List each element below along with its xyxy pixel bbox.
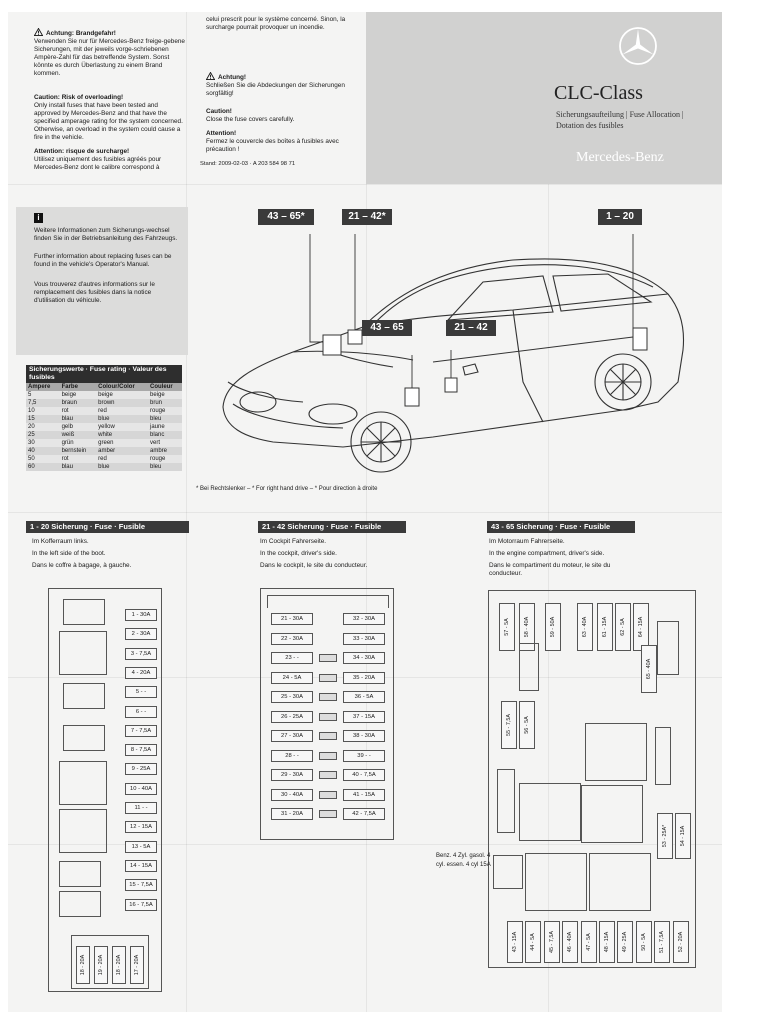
fuse-slot: 23 - - bbox=[271, 652, 313, 664]
warning-de-text: Verwenden Sie nur für Mercedes-Benz freige-gebene Sicherungen, mit der jeweils vorge-schriebenen Ampère-Zahl für das betreffende System. Sonst könnte es durch Überlastung zu einem Brand kommen. bbox=[34, 38, 185, 77]
rating-column-header: Farbe bbox=[60, 383, 97, 391]
fuse-label: 56 - 5A bbox=[524, 716, 530, 734]
rating-cell: brun bbox=[148, 399, 182, 407]
rating-cell: rouge bbox=[148, 455, 182, 463]
fuse-slot bbox=[544, 921, 560, 963]
tag-engine: 43 – 65 bbox=[362, 320, 412, 336]
rating-column-header: Couleur bbox=[148, 383, 182, 391]
fuse-slot: 41 - 15A bbox=[343, 789, 385, 801]
relay-slot bbox=[525, 853, 587, 911]
fuse-slot: 27 - 30A bbox=[271, 730, 313, 742]
rating-cell: rouge bbox=[148, 407, 182, 415]
car-illustration bbox=[213, 232, 698, 482]
fuse-slot bbox=[577, 603, 593, 651]
rating-cell: blue bbox=[96, 463, 148, 471]
rating-row bbox=[26, 407, 182, 415]
fuse-label: 55 - 7,5A bbox=[506, 714, 512, 736]
caution-de bbox=[206, 72, 354, 98]
fuse-slot bbox=[545, 603, 561, 651]
fuse-slot: 32 - 30A bbox=[343, 613, 385, 625]
fuse-label: 65 - 40A bbox=[646, 658, 652, 680]
warning-icon bbox=[34, 28, 43, 36]
fuse-slot bbox=[562, 921, 578, 963]
rating-cell: yellow bbox=[96, 423, 148, 431]
rhd-footnote: * Bei Rechtslenker – * For right hand drive – * Pour direction à droite bbox=[196, 486, 378, 492]
relay-slot bbox=[59, 631, 107, 675]
fuse-slot: 22 - 30A bbox=[271, 633, 313, 645]
fuse-label: 58 - 40A bbox=[524, 616, 530, 638]
fuse-slot bbox=[519, 701, 535, 749]
rating-row bbox=[26, 423, 182, 431]
section-title-boot: 1 - 20 Sicherung · Fuse · Fusible bbox=[26, 521, 189, 533]
fuse-slot: 2 - 30A bbox=[125, 628, 157, 640]
fuse-box-marker bbox=[445, 378, 457, 392]
fuse-connector bbox=[319, 732, 337, 740]
cockpit-location-de: Im Cockpit Fahrerseite. bbox=[260, 538, 327, 545]
warning-en-title: Caution: Risk of overloading! bbox=[34, 94, 124, 101]
warning-de-title: Achtung: Brandgefahr! bbox=[46, 30, 116, 37]
caution-en-title: Caution! bbox=[206, 108, 232, 115]
rating-cell: 20 bbox=[26, 423, 60, 431]
fuse-slot bbox=[581, 921, 597, 963]
info-en: Further information about replacing fuses can be found in the vehicle's Operator's Manual. bbox=[34, 253, 172, 268]
fuse-slot: 38 - 30A bbox=[343, 730, 385, 742]
fuse-slot: 15 - 7,5A bbox=[125, 879, 157, 891]
relay-slot bbox=[497, 769, 515, 833]
rating-cell: bleu bbox=[148, 415, 182, 423]
fuse-slot: 30 - 40A bbox=[271, 789, 313, 801]
fuse-label: 45 - 7,5A bbox=[548, 931, 555, 953]
rating-cell: blau bbox=[60, 463, 97, 471]
rating-cell: bleu bbox=[148, 463, 182, 471]
engine-fuse-note: Benz. 4 Zyl. gasol. 4 cyl. essen. 4 cyl 15A bbox=[436, 853, 491, 868]
fuse-label: 53 - 25A* bbox=[662, 824, 668, 848]
rating-cell: rot bbox=[60, 455, 97, 463]
section-title-cockpit: 21 - 42 Sicherung · Fuse · Fusible bbox=[258, 521, 406, 533]
warning-fr-text: Utilisez uniquement des fusibles agréés pour Mercedes-Benz dont le calibre correspond à bbox=[34, 156, 162, 171]
fuse-slot: 16 - 7,5A bbox=[125, 899, 157, 911]
boot-location-de: Im Kofferraum links. bbox=[32, 538, 89, 545]
fuse-box-marker bbox=[633, 328, 647, 350]
relay-slot bbox=[59, 761, 107, 805]
fuse-slot: 10 - 40A bbox=[125, 783, 157, 795]
boot-location-en: In the left side of the boot. bbox=[32, 550, 106, 557]
fuse-slot: 25 - 30A bbox=[271, 691, 313, 703]
fuse-connector bbox=[319, 771, 337, 779]
fuse-slot bbox=[633, 603, 649, 651]
rating-cell: vert bbox=[148, 439, 182, 447]
rating-cell: white bbox=[96, 431, 148, 439]
fuse-slot bbox=[636, 921, 652, 963]
fuse-label: 59 - 50A bbox=[550, 616, 556, 638]
boot-fuse-block bbox=[71, 935, 149, 989]
fuse-slot: 39 - - bbox=[343, 750, 385, 762]
rating-cell: blue bbox=[96, 415, 148, 423]
rating-cell: brown bbox=[96, 399, 148, 407]
cover-subtitle-1: Sicherungsaufteilung | Fuse Allocation | bbox=[556, 110, 684, 119]
fuse-connector bbox=[319, 810, 337, 818]
fuse-slot: 6 - - bbox=[125, 706, 157, 718]
rating-row bbox=[26, 455, 182, 463]
rating-cell: gelb bbox=[60, 423, 97, 431]
cockpit-box-top-rail bbox=[267, 595, 389, 608]
fuse-label: 62 - 5A bbox=[620, 618, 626, 636]
relay-slot bbox=[519, 783, 581, 841]
relay-slot bbox=[63, 683, 105, 709]
fuse-slot bbox=[112, 946, 126, 984]
fuse-connector bbox=[319, 693, 337, 701]
fuse-slot bbox=[657, 813, 673, 859]
fuse-slot bbox=[673, 921, 689, 963]
stand-code: Stand: 2009-02-03 · A 203 584 98 71 bbox=[200, 161, 296, 167]
info-de: Weitere Informationen zum Sicherungs-wechsel finden Sie in der Betriebsanleitung des Fahrzeugs. bbox=[34, 227, 178, 242]
rating-cell: 40 bbox=[26, 447, 60, 455]
fuse-slot: 36 - 5A bbox=[343, 691, 385, 703]
fuse-slot: 12 - 15A bbox=[125, 821, 157, 833]
warning-en-text: Only install fuses that have been tested and approved by Mercedes-Benz and that have the specified amperage rating for the system concerned. Otherwise, an overload in the system could cause a fire in the vehicle. bbox=[34, 102, 183, 141]
fuse-slot bbox=[599, 921, 615, 963]
cockpit-fuse-box bbox=[260, 588, 394, 840]
relay-slot bbox=[657, 621, 679, 675]
fuse-label: 51 - 7,5A bbox=[659, 931, 666, 953]
fuse-slot bbox=[675, 813, 691, 859]
fuse-label: 63 - 40A bbox=[582, 616, 588, 638]
rating-cell: beige bbox=[148, 391, 182, 399]
fuse-rating-table bbox=[26, 365, 182, 471]
caution-de-text: Schließen Sie die Abdeckungen der Sicherungen sorgfältig! bbox=[206, 82, 345, 97]
fuse-box-marker bbox=[405, 388, 419, 406]
fuse-slot: 9 - 25A bbox=[125, 763, 157, 775]
fuse-slot: 11 - - bbox=[125, 802, 157, 814]
mercedes-star-icon bbox=[618, 26, 658, 66]
fuse-connector bbox=[319, 752, 337, 760]
rating-cell: bernstein bbox=[60, 447, 97, 455]
caution-de-title: Achtung! bbox=[218, 74, 247, 81]
fuse-label: 47 - 5A bbox=[585, 933, 592, 951]
fold-crease bbox=[8, 184, 722, 185]
warning-fr-continued: celui prescrit pour le système concerné. Sinon, la surcharge pourrait provoquer un incendie. bbox=[206, 16, 346, 31]
rating-cell: weiß bbox=[60, 431, 97, 439]
fuse-slot: 34 - 30A bbox=[343, 652, 385, 664]
fuse-slot: 8 - 7,5A bbox=[125, 744, 157, 756]
fuse-label: 48 - 15A bbox=[604, 931, 610, 953]
rating-cell: braun bbox=[60, 399, 97, 407]
rating-row bbox=[26, 439, 182, 447]
fuse-slot bbox=[641, 645, 657, 693]
fuse-slot: 35 - 20A bbox=[343, 672, 385, 684]
warning-de bbox=[34, 28, 186, 78]
fuse-connector bbox=[319, 674, 337, 682]
fuse-slot bbox=[130, 946, 144, 984]
warning-fr bbox=[34, 148, 186, 172]
rating-cell: ambre bbox=[148, 447, 182, 455]
engine-location-de: Im Motorraum Fahrerseite. bbox=[489, 538, 565, 545]
fuse-slot bbox=[615, 603, 631, 651]
rating-cell: 15 bbox=[26, 415, 60, 423]
fuse-slot bbox=[499, 603, 515, 651]
rating-cell: 25 bbox=[26, 431, 60, 439]
rating-cell: rot bbox=[60, 407, 97, 415]
info-box bbox=[16, 207, 188, 355]
fuse-slot: 31 - 20A bbox=[271, 808, 313, 820]
fuse-slot: 37 - 15A bbox=[343, 711, 385, 723]
rating-cell: 5 bbox=[26, 391, 60, 399]
relay-slot bbox=[581, 785, 643, 843]
caution-fr bbox=[206, 130, 354, 154]
info-fr: Vous trouverez d'autres informations sur le remplacement des fusibles dans la notice d'utilisation du véhicule. bbox=[34, 281, 155, 304]
rating-cell: 7,5 bbox=[26, 399, 60, 407]
caution-en bbox=[206, 108, 354, 124]
warning-en bbox=[34, 94, 186, 142]
fuse-slot: 29 - 30A bbox=[271, 769, 313, 781]
fuse-slot: 3 - 7,5A bbox=[125, 648, 157, 660]
rating-cell: grün bbox=[60, 439, 97, 447]
rating-cell: red bbox=[96, 455, 148, 463]
warning-icon bbox=[206, 72, 215, 80]
fuse-slot: 40 - 7,5A bbox=[343, 769, 385, 781]
boot-location-fr: Dans le coffre à bagage, à gauche. bbox=[32, 562, 132, 569]
fuse-slot bbox=[525, 921, 541, 963]
engine-location-fr: Dans le compartiment du moteur, le site du conducteur. bbox=[489, 562, 611, 577]
fuse-slot: 42 - 7,5A bbox=[343, 808, 385, 820]
relay-slot bbox=[59, 809, 107, 853]
rating-cell: blanc bbox=[148, 431, 182, 439]
rating-cell: 30 bbox=[26, 439, 60, 447]
engine-location-en: In the engine compartment, driver's side. bbox=[489, 550, 605, 557]
rating-cell: 10 bbox=[26, 407, 60, 415]
relay-slot bbox=[63, 599, 105, 625]
fold-crease bbox=[8, 512, 722, 513]
fuse-label: 50 - 5A bbox=[640, 933, 647, 951]
boot-fuse-box bbox=[48, 588, 162, 992]
brand-name: Mercedes-Benz bbox=[576, 150, 664, 165]
fuse-slot: 13 - 5A bbox=[125, 841, 157, 853]
fuse-label: 46 - 40A bbox=[567, 931, 574, 953]
fuse-label: 18 - 20A bbox=[80, 954, 86, 976]
rating-row bbox=[26, 399, 182, 407]
tag-engine-rhd: 43 – 65* bbox=[258, 209, 314, 225]
relay-slot bbox=[59, 861, 101, 887]
fuse-slot bbox=[597, 603, 613, 651]
fuse-connector bbox=[319, 713, 337, 721]
fuse-slot bbox=[501, 701, 517, 749]
model-title: CLC-Class bbox=[554, 82, 643, 104]
fuse-label: 64 - 15A bbox=[638, 616, 644, 638]
rating-column-header: Colour/Color bbox=[96, 383, 148, 391]
tag-cockpit-rhd: 21 – 42* bbox=[342, 209, 392, 225]
fuse-label: 18 - 20A bbox=[116, 954, 122, 976]
fuse-label: 49 - 25A bbox=[622, 931, 629, 953]
rating-row bbox=[26, 463, 182, 471]
fuse-slot: 7 - 7,5A bbox=[125, 725, 157, 737]
warning-fr-title: Attention: risque de surcharge! bbox=[34, 148, 130, 155]
fuse-slot: 4 - 20A bbox=[125, 667, 157, 679]
tag-cockpit: 21 – 42 bbox=[446, 320, 496, 336]
fuse-slot: 28 - - bbox=[271, 750, 313, 762]
fuse-slot: 21 - 30A bbox=[271, 613, 313, 625]
fuse-slot bbox=[76, 946, 90, 984]
fuse-slot bbox=[507, 921, 523, 963]
caution-en-text: Close the fuse covers carefully. bbox=[206, 116, 295, 123]
rating-column-header: Ampere bbox=[26, 383, 60, 391]
relay-slot bbox=[59, 891, 101, 917]
fuse-label: 17 - 20A bbox=[134, 954, 140, 976]
relay-slot bbox=[493, 855, 523, 889]
relay-slot bbox=[589, 853, 651, 911]
rating-cell: red bbox=[96, 407, 148, 415]
info-icon: i bbox=[34, 213, 43, 223]
relay-slot bbox=[585, 723, 647, 781]
cover-panel bbox=[366, 12, 722, 184]
caution-fr-text: Fermez le couvercle des boîtes à fusibles avec précaution ! bbox=[206, 138, 339, 153]
rating-cell: jaune bbox=[148, 423, 182, 431]
rating-cell: 50 bbox=[26, 455, 60, 463]
rating-title: Sicherungswerte · Fuse rating · Valeur des fusibles bbox=[26, 365, 182, 383]
rating-cell: amber bbox=[96, 447, 148, 455]
rating-row bbox=[26, 447, 182, 455]
fuse-label: 61 - 15A bbox=[602, 616, 608, 638]
rating-row bbox=[26, 431, 182, 439]
rating-cell: 60 bbox=[26, 463, 60, 471]
rating-cell: green bbox=[96, 439, 148, 447]
fuse-slot bbox=[617, 921, 633, 963]
tag-boot: 1 – 20 bbox=[598, 209, 642, 225]
fuse-label: 52 - 20A bbox=[677, 931, 684, 953]
cockpit-location-fr: Dans le cockpit, le site du conducteur. bbox=[260, 562, 368, 569]
fuse-slot: 26 - 25A bbox=[271, 711, 313, 723]
fuse-chart-sheet bbox=[8, 12, 722, 1012]
fuse-label: 44 - 5A bbox=[530, 933, 537, 951]
fuse-label: 19 - 20A bbox=[98, 954, 104, 976]
rating-cell: beige bbox=[96, 391, 148, 399]
fuse-slot: 14 - 15A bbox=[125, 860, 157, 872]
fuse-slot: 5 - - bbox=[125, 686, 157, 698]
fuse-slot: 24 - 5A bbox=[271, 672, 313, 684]
rating-row bbox=[26, 415, 182, 423]
fuse-label: 57 - 5A bbox=[504, 618, 510, 636]
fuse-connector bbox=[319, 654, 337, 662]
fuse-slot: 33 - 30A bbox=[343, 633, 385, 645]
rating-cell: blau bbox=[60, 415, 97, 423]
cockpit-location-en: In the cockpit, driver's side. bbox=[260, 550, 337, 557]
relay-slot bbox=[519, 643, 539, 691]
fuse-label: 54 - 15A bbox=[680, 825, 686, 847]
fuse-slot: 1 - 30A bbox=[125, 609, 157, 621]
fuse-box-marker bbox=[348, 330, 362, 344]
rating-cell: beige bbox=[60, 391, 97, 399]
engine-fuse-box bbox=[488, 590, 696, 968]
rating-row bbox=[26, 391, 182, 399]
fuse-connector bbox=[319, 791, 337, 799]
section-title-engine: 43 - 65 Sicherung · Fuse · Fusible bbox=[487, 521, 635, 533]
fuse-slot bbox=[654, 921, 670, 963]
fuse-slot bbox=[94, 946, 108, 984]
relay-slot bbox=[655, 727, 671, 785]
caution-fr-title: Attention! bbox=[206, 130, 237, 137]
fuse-label: 43 - 15A bbox=[512, 931, 518, 953]
fuse-box-marker bbox=[323, 335, 341, 355]
cover-subtitle-2: Dotation des fusibles bbox=[556, 121, 624, 130]
relay-slot bbox=[63, 725, 105, 751]
